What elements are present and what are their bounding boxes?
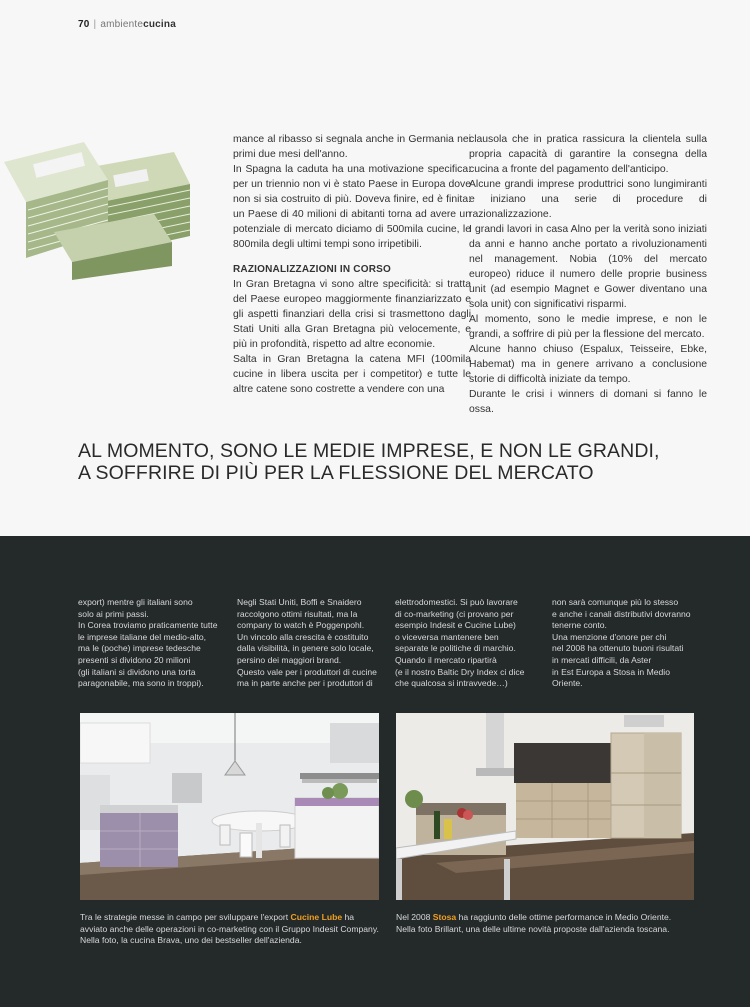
text-line: e anche i canali distributivi dovranno xyxy=(552,608,691,619)
text-line: solo ai primi passi. xyxy=(78,608,149,619)
text-line: in mercati difficili, da Aster xyxy=(552,654,652,665)
text-line: presenti si dividono 20 milioni xyxy=(78,654,191,665)
text-line: ma le (poche) imprese tedesche xyxy=(78,643,201,654)
text-line: di co-marketing (ci provano per xyxy=(395,608,514,619)
text-line: paragonabile, ma sono in troppi). xyxy=(78,678,204,689)
text-line: Negli Stati Uniti, Boffi e Snaidero xyxy=(237,597,362,607)
paragraph: Al momento, sono le medie imprese, e non le grandi, a soffrire di più per la flessione del mercato. xyxy=(469,314,707,340)
text-line: elettrodomestici. Si può lavorare xyxy=(395,597,518,607)
text-line: nel 2008 ha ottenuto buoni risultati xyxy=(552,643,684,654)
text-line: Un vincolo alla crescita è costituito xyxy=(237,631,369,642)
page-number: 70 xyxy=(78,19,90,30)
paragraph: Alcune grandi imprese produttrici sono lungimiranti e iniziano una serie di procedure di razionalizzazione. xyxy=(469,179,707,220)
text-line: ma in parte anche per i produttori di xyxy=(237,678,373,689)
text-line: separate le politiche di marchio. xyxy=(395,643,516,654)
photo-caption-lube xyxy=(80,912,379,947)
dark-column-1 xyxy=(78,597,228,690)
paragraph: In Spagna la caduta ha una motivazione specifica: per un triennio non vi è stato Paese in Europa dove non si sia costruito di più. Doveva finire, ed è finita: un Paese di 40 milioni di abitanti torna ad avere un potenziale di mercato diciamo di 500mila cucine, le 800mila degli ultimi tempi sono irripetibili. xyxy=(233,164,471,250)
dark-column-3 xyxy=(395,597,545,690)
paragraph: Alcune hanno chiuso (Espalux, Teisseire, Ebke, Habemat) ma in genere arrivano a conclusione storie di difficoltà iniziate da tempo. xyxy=(469,344,707,385)
brand-bold: cucina xyxy=(143,19,176,30)
text-line: esempio Indesit e Cucine Lube) xyxy=(395,620,516,631)
dark-column-2 xyxy=(237,597,387,690)
photo-caption-stosa xyxy=(396,912,671,935)
pull-quote-line: AL MOMENTO, SONO LE MEDIE IMPRESE, E NON LE GRANDI, xyxy=(78,440,660,462)
text-line: export) mentre gli italiani sono xyxy=(78,597,193,607)
money-illustration xyxy=(4,132,194,280)
text-line: persino dei maggiori brand. xyxy=(237,654,342,665)
text-line: In Corea troviamo praticamente tutte xyxy=(78,620,218,631)
paragraph: Salta in Gran Bretagna la catena MFI (100mila cucine in libera uscita per i competitor) e tutte le altre catene sono costrette a vendere con una xyxy=(233,354,471,395)
kitchen-photo-stosa xyxy=(396,713,694,900)
text-line: Questo vale per i produttori di cucine xyxy=(237,666,377,677)
text-line: dalla visibilità, in genere solo locale, xyxy=(237,643,374,654)
section-subhead: RAZIONALIZZAZIONI IN CORSO xyxy=(233,264,391,275)
caption-line: avviato anche delle operazioni in co-marketing con il Gruppo Indesit Company. xyxy=(80,923,379,934)
page-header: 70 | ambientecucina xyxy=(78,19,176,30)
paragraph: In Gran Bretagna vi sono altre specificità: si tratta del Paese europeo maggiormente finanziarizzato e gli aspetti finanziari della crisi si trasmettono dagli Stati Uniti alla Gran Bretagna più velocemente, e più in profondità, rispetto ad altre economie. xyxy=(233,279,471,350)
paragraph: mance al ribasso si segnala anche in Germania nei primi due mesi dell'anno. xyxy=(233,134,471,160)
paragraph: Durante le crisi i winners di domani si fanno le ossa. xyxy=(469,389,707,415)
text-line: (gli italiani si dividono una torta xyxy=(78,666,196,677)
caption-line: Nel 2008 Stosa ha raggiunto delle ottime performance in Medio Oriente. xyxy=(396,912,672,922)
kitchen-photo-lube xyxy=(80,713,379,900)
text-line: raccolgono ottimi risultati, ma la xyxy=(237,608,358,619)
caption-line: Tra le strategie messe in campo per sviluppare l'export Cucine Lube ha xyxy=(80,912,355,922)
paragraph: I grandi lavori in casa Alno per la verità sono iniziati da anni e hanno anche portato a rivoluzionamenti nel management. Nobia (10% del mercato europeo) riduce il numero delle proprie business unit (ad esempio Magnet e Gower diventano una sola unit) con significativi risparmi. xyxy=(469,224,707,310)
caption-line: Nella foto Brillant, una delle ultime novità proposte dall'azienda toscana. xyxy=(396,923,670,934)
brand-highlight: Stosa xyxy=(432,912,457,922)
text-line: in Est Europa a Stosa in Medio xyxy=(552,666,670,677)
article-column-1 xyxy=(233,132,471,397)
text-line: Quando il mercato ripartirà xyxy=(395,654,497,665)
text-line: (e il nostro Baltic Dry Index ci dice xyxy=(395,666,525,677)
text-line: company to watch è Poggenpohl. xyxy=(237,620,365,631)
text-line: le imprese italiane del medio-alto, xyxy=(78,631,207,642)
pull-quote xyxy=(78,440,718,484)
brand-light: ambiente xyxy=(100,19,144,30)
text-line: non sarà comunque più lo stesso xyxy=(552,597,679,607)
brand-highlight: Cucine Lube xyxy=(290,912,343,922)
text-line: tenerne conto. xyxy=(552,620,607,631)
caption-line: Nella foto, la cucina Brava, uno dei bestseller dell'azienda. xyxy=(80,935,302,946)
text-line: Oriente. xyxy=(552,678,583,689)
article-column-2 xyxy=(469,132,707,417)
text-line: Una menzione d'onore per chi xyxy=(552,631,667,642)
paragraph: clausola che in pratica rassicura la clientela sulla propria capacità di garantire la consegna della cucina a fronte del pagamento dell'anticipo. xyxy=(469,134,707,175)
dark-column-4 xyxy=(552,597,702,690)
text-line: che qualcosa si intravvede…) xyxy=(395,678,508,689)
text-line: o viceversa mantenere ben xyxy=(395,631,499,642)
pull-quote-line: A SOFFRIRE DI PIÙ PER LA FLESSIONE DEL MERCATO xyxy=(78,462,594,484)
